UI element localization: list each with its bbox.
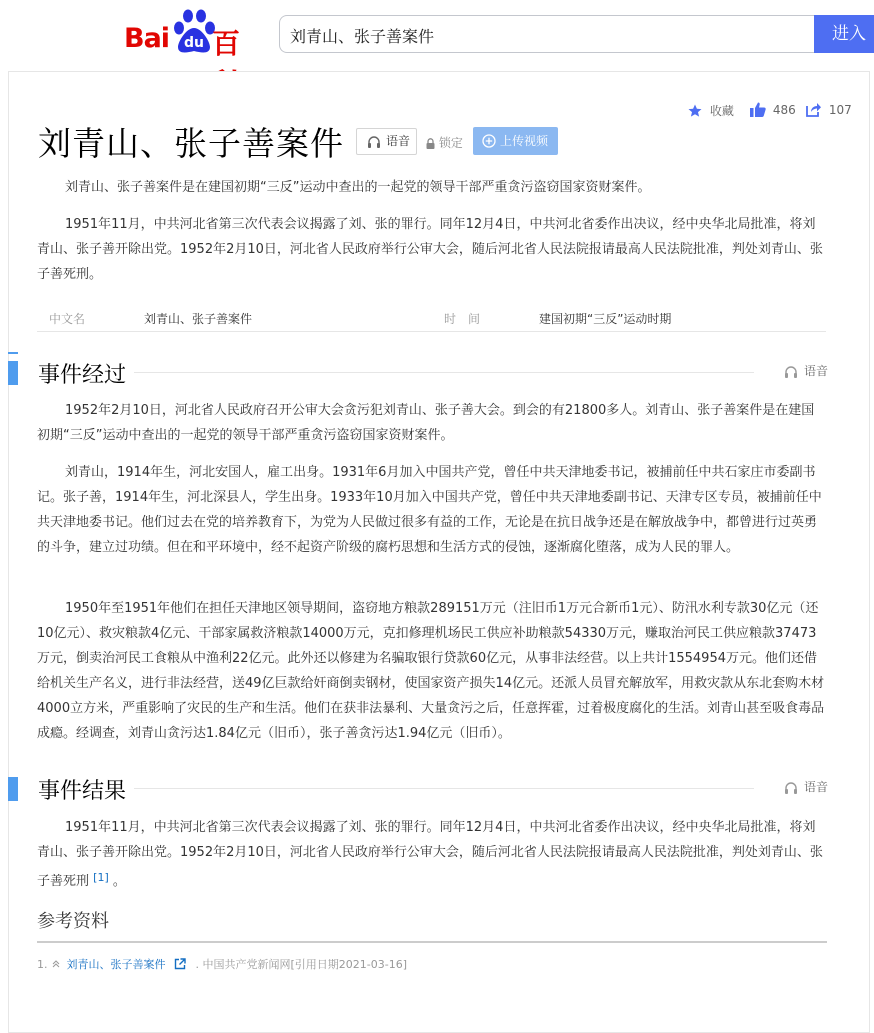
lock-button[interactable] [426, 134, 463, 151]
section-bar [8, 777, 18, 801]
share-button[interactable] [806, 102, 852, 117]
section-bar [8, 361, 18, 385]
lock-label: 锁定 [438, 136, 463, 150]
logo-baike-text: 百 [212, 27, 240, 60]
share-count: 107 [828, 103, 852, 117]
voice-label: 语音 [386, 134, 411, 148]
share-icon [806, 102, 821, 117]
logo-du-text: du [184, 35, 204, 51]
headphones-icon [784, 365, 798, 378]
section-voice-label: 语音 [803, 780, 828, 794]
section-title: 事件经过 [38, 363, 127, 388]
section-paragraph: 1950年至1951年他们在担任天津地区领导期间，盗窃地方粮款289151万元（注旧币1万元合新币1元）、防汛水利专款30亿元（还10亿元）、救灾粮款4亿元、干部家属救济粮款14000万元，克扣修理机场民工供应补助粮款54330万元，赚取治河民工供应粮款37473万元，倒卖治河民工食粮从中渔利22亿元。此外还以修建为名骗取银行贷款60亿元，从事非法经营。以上共计1554954万元。他们还借给机关生产名义，进行非法经营，送49亿巨款给奸商倒卖钢材，使国家资产损失14亿元。还派人员冒充解放军，用救灾款从东北套购木材4000立方米，严重影响了灾民的生产和生活。他们在获非法暴利、大量贪污之后，任意挥霍，过着极度腐化的生活。刘青山甚至吸食毒品成瘾。经调查，刘青山贪污达1.84亿元（旧币），张子善贪污达1.94亿元（旧币）。 [37, 601, 825, 741]
search-box[interactable] [279, 15, 814, 53]
like-button[interactable] [750, 102, 796, 117]
section-paragraph: 1952年2月10日，河北省人民政府召开公审大会贪污犯刘青山、张子善大会。到会的有21800多人。刘青山、张子善案件是在建国初期“三反”运动中查出的一起党的领导干部严重贪污盗窃国家资财案件。 [37, 403, 815, 443]
section-voice-button[interactable] [784, 778, 828, 795]
plus-circle-icon [482, 134, 496, 148]
section-divider [134, 788, 754, 789]
references-divider [37, 941, 827, 943]
basic-info-label: 中文名 [49, 312, 86, 326]
basic-info-label: 时 间 [444, 312, 481, 326]
headphones-icon [367, 135, 381, 148]
like-count: 486 [772, 103, 796, 117]
reference-index: 1. [37, 958, 48, 971]
collect-label: 收藏 [709, 104, 734, 118]
chevron-up-icon[interactable] [52, 960, 60, 968]
headphones-icon [784, 781, 798, 794]
section-header [8, 354, 828, 388]
reference-item [37, 956, 407, 972]
summary-paragraph-1: 刘青山、张子善案件是在建国初期“三反”运动中查出的一起党的领导干部严重贪污盗窃国家资财案件。 [65, 180, 651, 195]
section-voice-button[interactable] [784, 362, 828, 379]
section-header [8, 770, 828, 804]
reference-source: . 中国共产党新闻网[引用日期2021-03-16] [195, 958, 408, 971]
upload-video-label: 上传视频 [500, 134, 549, 148]
section-voice-label: 语音 [803, 364, 828, 378]
section-paragraph-text: 1951年11月，中共河北省第三次代表会议揭露了刘、张的罪行。同年12月4日，中共河北省委作出决议，经中央华北局批准，将刘青山、张子善开除出党。1952年2月10日，河北省人民政府举行公审大会，随后河北省人民法院报请最高人民法院批准，判处刘青山、张子善死刑 [37, 820, 823, 889]
reference-link[interactable]: 刘青山、张子善案件 [66, 958, 166, 971]
external-link-icon[interactable] [174, 958, 186, 970]
upload-video-button[interactable] [473, 127, 558, 155]
footnote-link[interactable]: [1] [93, 871, 109, 884]
voice-button[interactable] [356, 128, 417, 155]
enter-entry-button[interactable]: 进入 [814, 15, 874, 53]
lock-icon [426, 138, 435, 149]
thumb-up-icon [750, 102, 766, 117]
basic-info-table [37, 304, 826, 332]
search-input[interactable] [288, 22, 792, 48]
top-header [0, 0, 866, 64]
paragraph-end: 。 [112, 874, 126, 889]
basic-info-value: 刘青山、张子善案件 [144, 312, 253, 326]
section-title: 事件结果 [38, 779, 127, 804]
collect-button[interactable] [688, 102, 734, 119]
section-paragraph [37, 815, 827, 894]
basic-info-value: 建国初期“三反”运动时期 [539, 312, 672, 326]
logo-bai-text: Bai [124, 23, 170, 54]
references-title: 参考资料 [37, 911, 109, 932]
section-divider [134, 372, 754, 373]
star-icon [688, 104, 702, 118]
page-title: 刘青山、张子善案件 [38, 124, 344, 163]
summary-paragraph-2: 1951年11月，中共河北省第三次代表会议揭露了刘、张的罪行。同年12月4日，中共河北省委作出决议，经中央华北局批准，将刘青山、张子善开除出党。1952年2月10日，河北省人民政府举行公审大会，随后河北省人民法院报请最高人民法院批准，判处刘青山、张子善死刑。 [37, 217, 823, 282]
section-paragraph: 刘青山，1914年生，河北安国人，雇工出身。1931年6月加入中国共产党，曾任中共天津地委书记，被捕前任中共石家庄市委副书记。张子善，1914年生，河北深县人，学生出身。1933年10月加入中国共产党，曾任中共天津地委副书记、天津专区专员，被捕前任中共天津地委书记。他们过去在党的培养教育下，为党为人民做过很多有益的工作，无论是在抗日战争还是在解放战争中，都曾进行过英勇的斗争，建立过功绩。但在和平环境中，经不起资产阶级的腐朽思想和生活方式的侵蚀，逐渐腐化堕落，成为人民的罪人。 [37, 465, 822, 555]
